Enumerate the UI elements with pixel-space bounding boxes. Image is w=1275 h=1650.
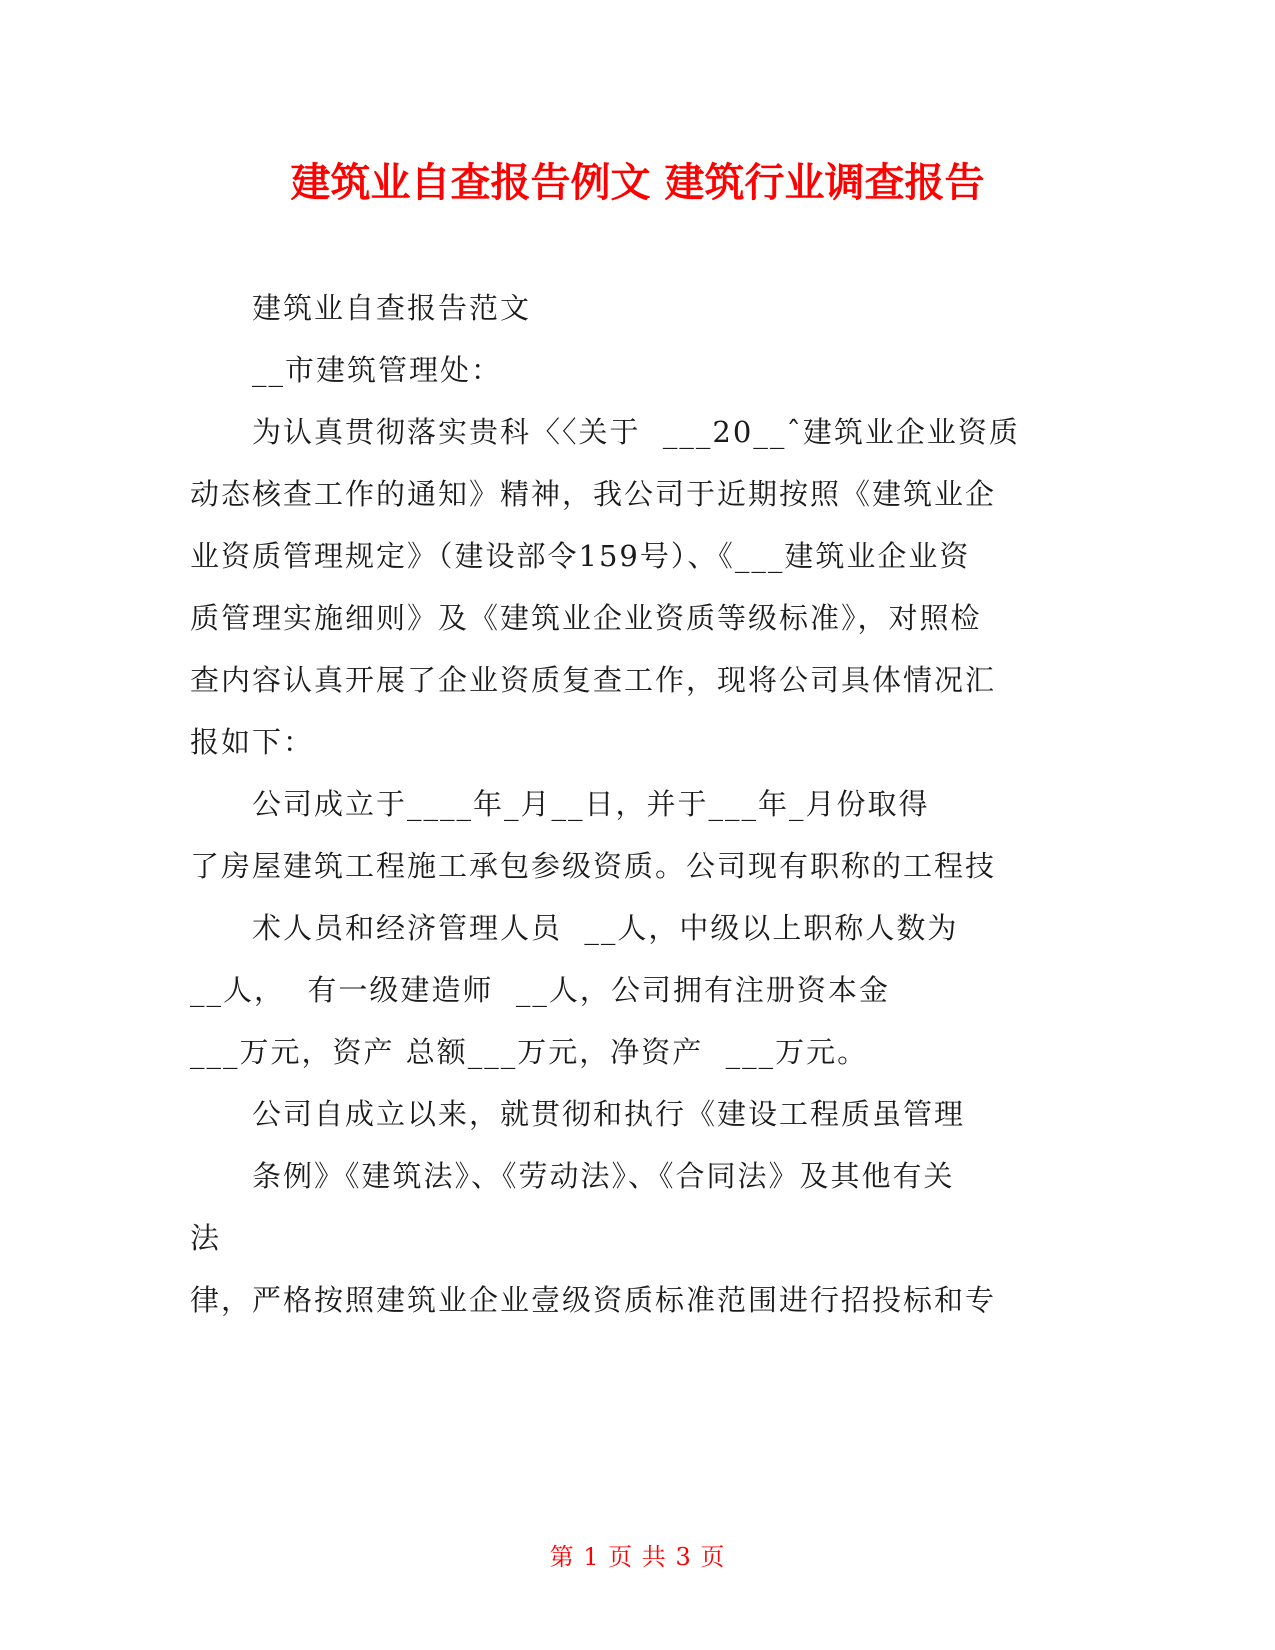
- body-line: 公司自成立以来，就贯彻和执行《建设工程质虽管理: [252, 1097, 966, 1131]
- body-line: 动态核查工作的通知》精神，我公司于近期按照《建筑业企: [190, 477, 997, 511]
- body-line: 术人员和经济管理人员 __人，中级以上职称人数为: [252, 911, 959, 945]
- document-title: 建筑业自查报告例文 建筑行业调查报告: [290, 160, 985, 206]
- body-line: 了房屋建筑工程施工承包参级资质。公司现有职称的工程技: [190, 849, 997, 883]
- body-line: 公司成立于____年_月__日，并于___年_月份取得: [252, 787, 930, 821]
- body-line: 条例》《建筑法》、《劳动法》、《合同法》及其他有关: [252, 1159, 955, 1193]
- body-line: 法: [190, 1221, 222, 1255]
- page-number-footer: 第 1 页 共 3 页: [549, 1543, 726, 1571]
- body-line: __市建筑管理处：: [252, 353, 503, 387]
- body-line: 业资质管理规定》（建设部令159号）、《___建筑业企业资: [190, 539, 971, 573]
- body-line: __人， 有一级建造师 __人，公司拥有注册资本金: [190, 973, 890, 1007]
- body-line: 报如下：: [190, 725, 315, 759]
- body-line: 质管理实施细则》及《建筑业企业资质等级标准》，对照检: [190, 601, 982, 635]
- body-line: ___万元，资产 总额___万元，净资产 ___万元。: [190, 1035, 869, 1069]
- body-line: 律，严格按照建筑业企业壹级资质标准范围进行招投标和专: [190, 1283, 997, 1317]
- body-line: 为认真贯彻落实贵科〈〈关于 ___20__ˆ建筑业企业资质: [252, 415, 1020, 449]
- body-line: 查内容认真开展了企业资质复查工作，现将公司具体情况汇: [190, 663, 997, 697]
- body-line: 建筑业自查报告范文: [252, 291, 532, 325]
